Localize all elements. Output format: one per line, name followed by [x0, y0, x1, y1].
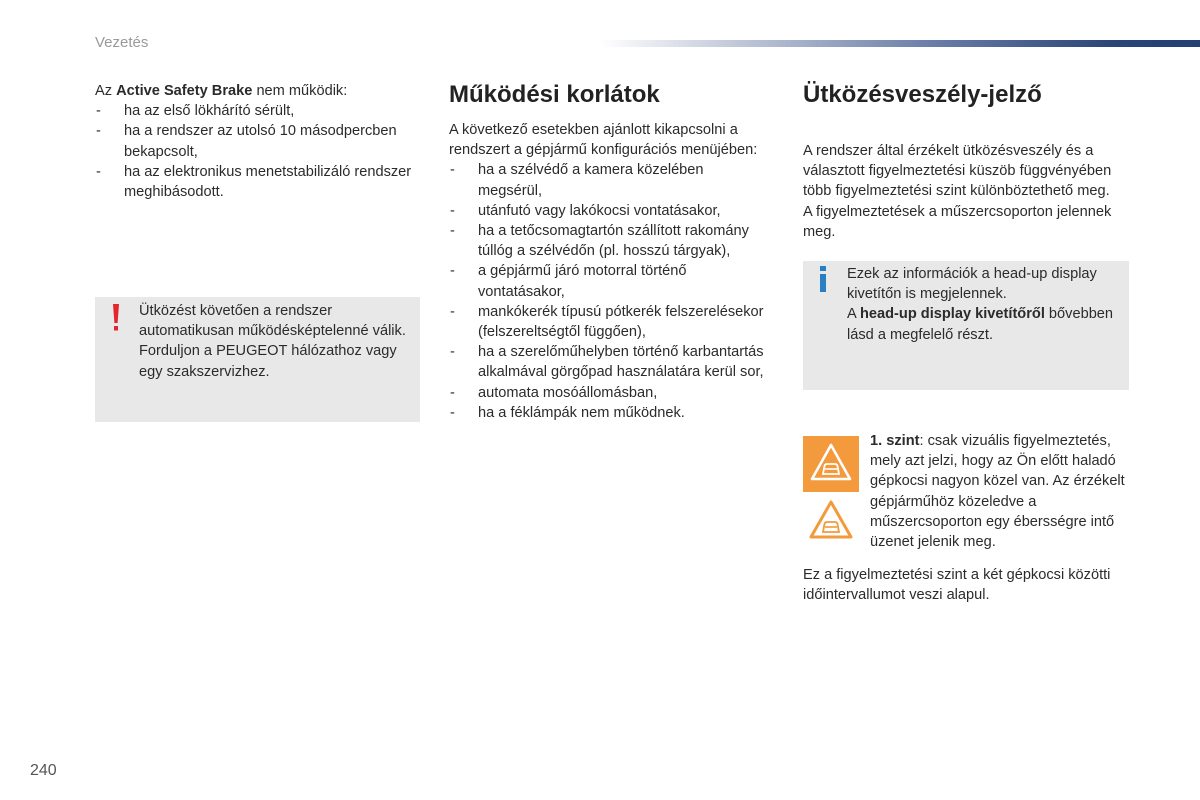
list-item: - automata mosóállomásban,: [449, 383, 771, 403]
level1-label: 1. szint: [870, 433, 920, 449]
collision-warning-heading: Ütközésveszély-jelző: [803, 81, 1042, 108]
list-item: - a gépjármű járó motorral történő vontatásakor,: [449, 261, 771, 301]
closing-text: Ez a figyelmeztetési szint a két gépkocsi közötti időintervallumot veszi alapul.: [803, 567, 1111, 604]
list-item: - utánfutó vagy lakókocsi vontatásakor,: [449, 201, 771, 221]
collision-alert-solid-icon: [803, 436, 859, 492]
list-item: - ha a szerelőműhelyben történő karbantartás alkalmával görgőpad használatára kerül sor,: [449, 342, 771, 382]
header-gradient-bar: [600, 40, 1200, 47]
middle-body: [449, 120, 771, 423]
info-box: [803, 261, 1129, 390]
left-list: [95, 101, 415, 202]
limitations-heading: Működési korlátok: [449, 81, 660, 108]
page-number: 240: [30, 762, 57, 779]
list-item: - ha a rendszer az utolsó 10 másodpercben bekapcsolt,: [95, 121, 415, 161]
right-intro: A rendszer által érzékelt ütközésveszély és a választott figyelmeztetési küszöb függvényében több figyelmeztetési szint különböztethető meg. A figyelmeztetések a műszercsoporton jelennek meg.: [803, 143, 1112, 240]
info-icon: [817, 265, 829, 293]
list-item: - mankókerék típusú pótkerék felszerelésekor (felszereltségtől függően),: [449, 302, 771, 342]
list-item: - ha a tetőcsomagtartón szállított rakomány túllóg a szélvédőn (pl. hosszú tárgyak),: [449, 221, 771, 261]
right-column: [803, 80, 1133, 110]
left-column: [95, 81, 415, 202]
list-item: - ha a szélvédő a kamera közelében megsérül,: [449, 160, 771, 200]
left-intro: Az Active Safety Brake nem működik:: [95, 83, 348, 99]
list-item: - ha az elektronikus menetstabilizáló rendszer meghibásodott.: [95, 162, 415, 202]
middle-list: [449, 160, 771, 423]
middle-intro: A következő esetekben ajánlott kikapcsolni a rendszert a gépjármű konfigurációs menüjében:: [449, 122, 758, 159]
list-item: - ha az első lökhárító sérült,: [95, 101, 415, 121]
list-item: - ha a féklámpák nem működnek.: [449, 403, 771, 423]
level1-text: 1. szint: csak vizuális figyelmeztetés, mely azt jelzi, hogy az Ön előtt haladó gépkocsi nagyon közel van. Az érzékelt gépjárműhöz közeledve a műszercsoporton egy ébersségre intő üzenet jelenik meg.: [870, 433, 1125, 551]
active-safety-brake-label: Active Safety Brake: [116, 83, 253, 99]
exclamation-icon: [111, 303, 121, 333]
section-label: Vezetés: [95, 34, 149, 51]
warning-text: Ütközést követően a rendszer automatikusan működésképtelenné válik. Forduljon a PEUGEOT hálózathoz vagy egy szakszervizhez.: [139, 303, 406, 380]
info-text: Ezek az információk a head-up display kivetítőn is megjelennek. A head-up display kivetítőről bővebben lásd a megfelelő részt.: [847, 266, 1114, 343]
warning-box: [95, 297, 420, 422]
middle-column: [449, 80, 779, 110]
collision-alert-outline-icon: [803, 493, 859, 549]
